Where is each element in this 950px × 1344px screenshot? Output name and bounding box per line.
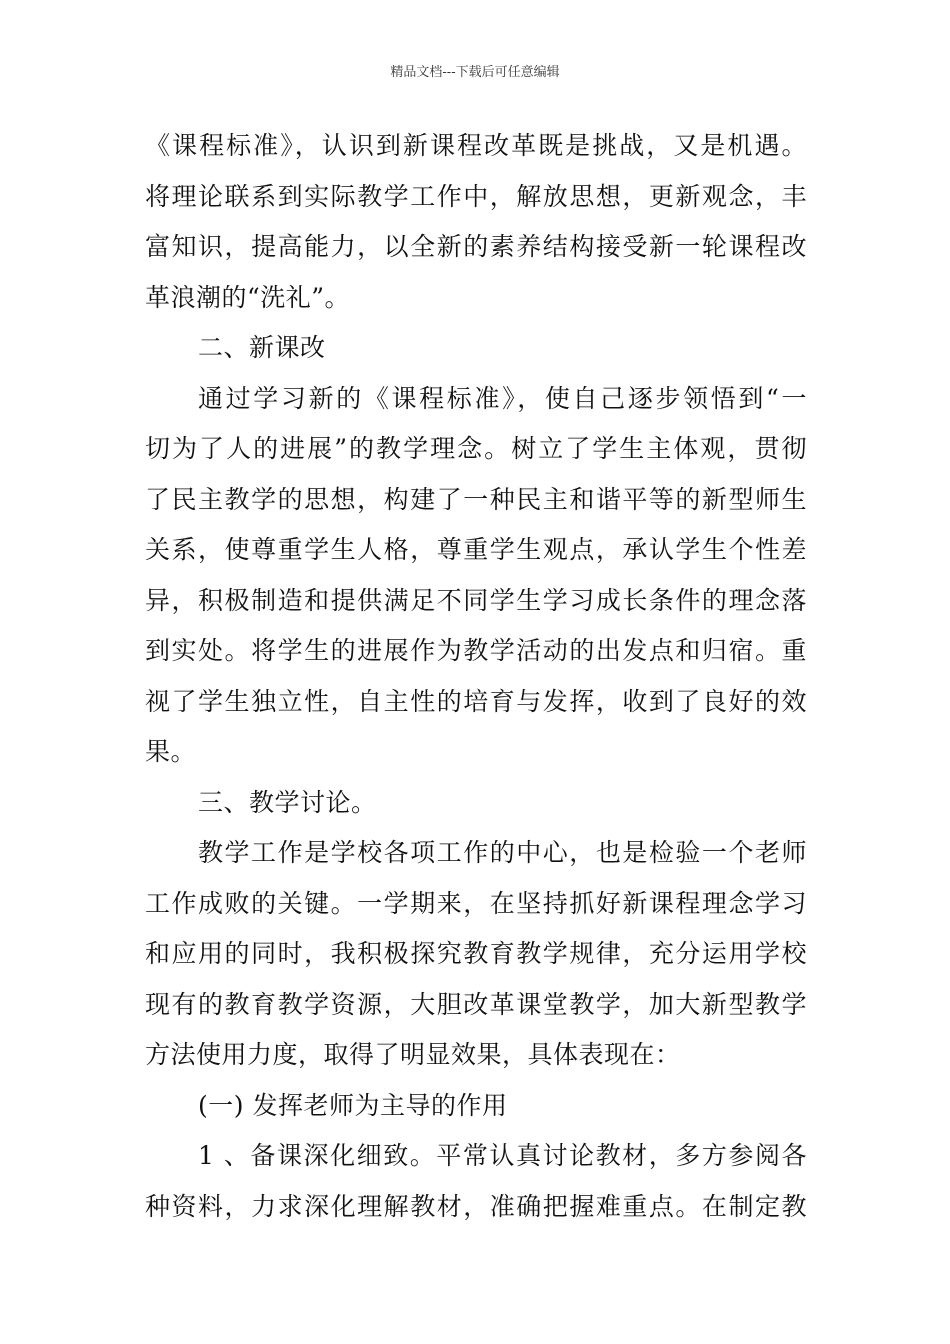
text-line: 工作成败的关键。一学期来，在坚持抓好新课程理念学习 [145, 888, 807, 918]
text-line: 《课程标准》，认识到新课程改革既是挑战，又是机遇。 [145, 131, 807, 160]
text-line: 教学工作是学校各项工作的中心，也是检验一个老师 [198, 838, 807, 867]
text-line: 种资料，力求深化理解教材，准确把握难重点。在制定教 [145, 1191, 807, 1221]
subsection-heading: (一) 发挥老师为主导的作用 [198, 1090, 508, 1120]
text-line: 1 、备课深化细致。平常认真讨论教材，多方参阅各 [198, 1141, 807, 1170]
text-line: 关系，使尊重学生人格，尊重学生观点，承认学生个性差 [145, 535, 807, 564]
text-line: 方法使用力度，取得了明显效果，具体表现在： [145, 1040, 681, 1069]
text-line: 现有的教育教学资源，大胆改革课堂教学，加大新型教学 [145, 989, 807, 1019]
text-line: 视了学生独立性，自主性的培育与发挥，收到了良好的效 [145, 686, 807, 716]
text-line: 将理论联系到实际教学工作中，解放思想，更新观念，丰 [145, 181, 807, 211]
section-heading: 二、新课改 [198, 333, 326, 362]
section-heading: 三、教学讨论。 [198, 787, 377, 817]
document-body [145, 121, 807, 1232]
text-line: 异，积极制造和提供满足不同学生学习成长条件的理念落 [145, 585, 807, 615]
page-header: 精品文档---下载后可任意编辑 [390, 65, 560, 80]
text-line: 革浪潮的“洗礼”。 [145, 282, 351, 312]
text-line: 到实处。将学生的进展作为教学活动的出发点和归宿。重 [145, 636, 807, 665]
text-line: 切为了人的进展”的教学理念。树立了学生主体观，贯彻 [145, 434, 807, 463]
text-line: 了民主教学的思想，构建了一种民主和谐平等的新型师生 [145, 484, 807, 514]
text-line: 果。 [145, 737, 197, 766]
text-line: 和应用的同时，我积极探究教育教学规律，充分运用学校 [145, 939, 807, 968]
text-line: 通过学习新的《课程标准》，使自己逐步领悟到“一 [198, 383, 807, 413]
text-line: 富知识，提高能力，以全新的素养结构接受新一轮课程改 [145, 232, 807, 261]
